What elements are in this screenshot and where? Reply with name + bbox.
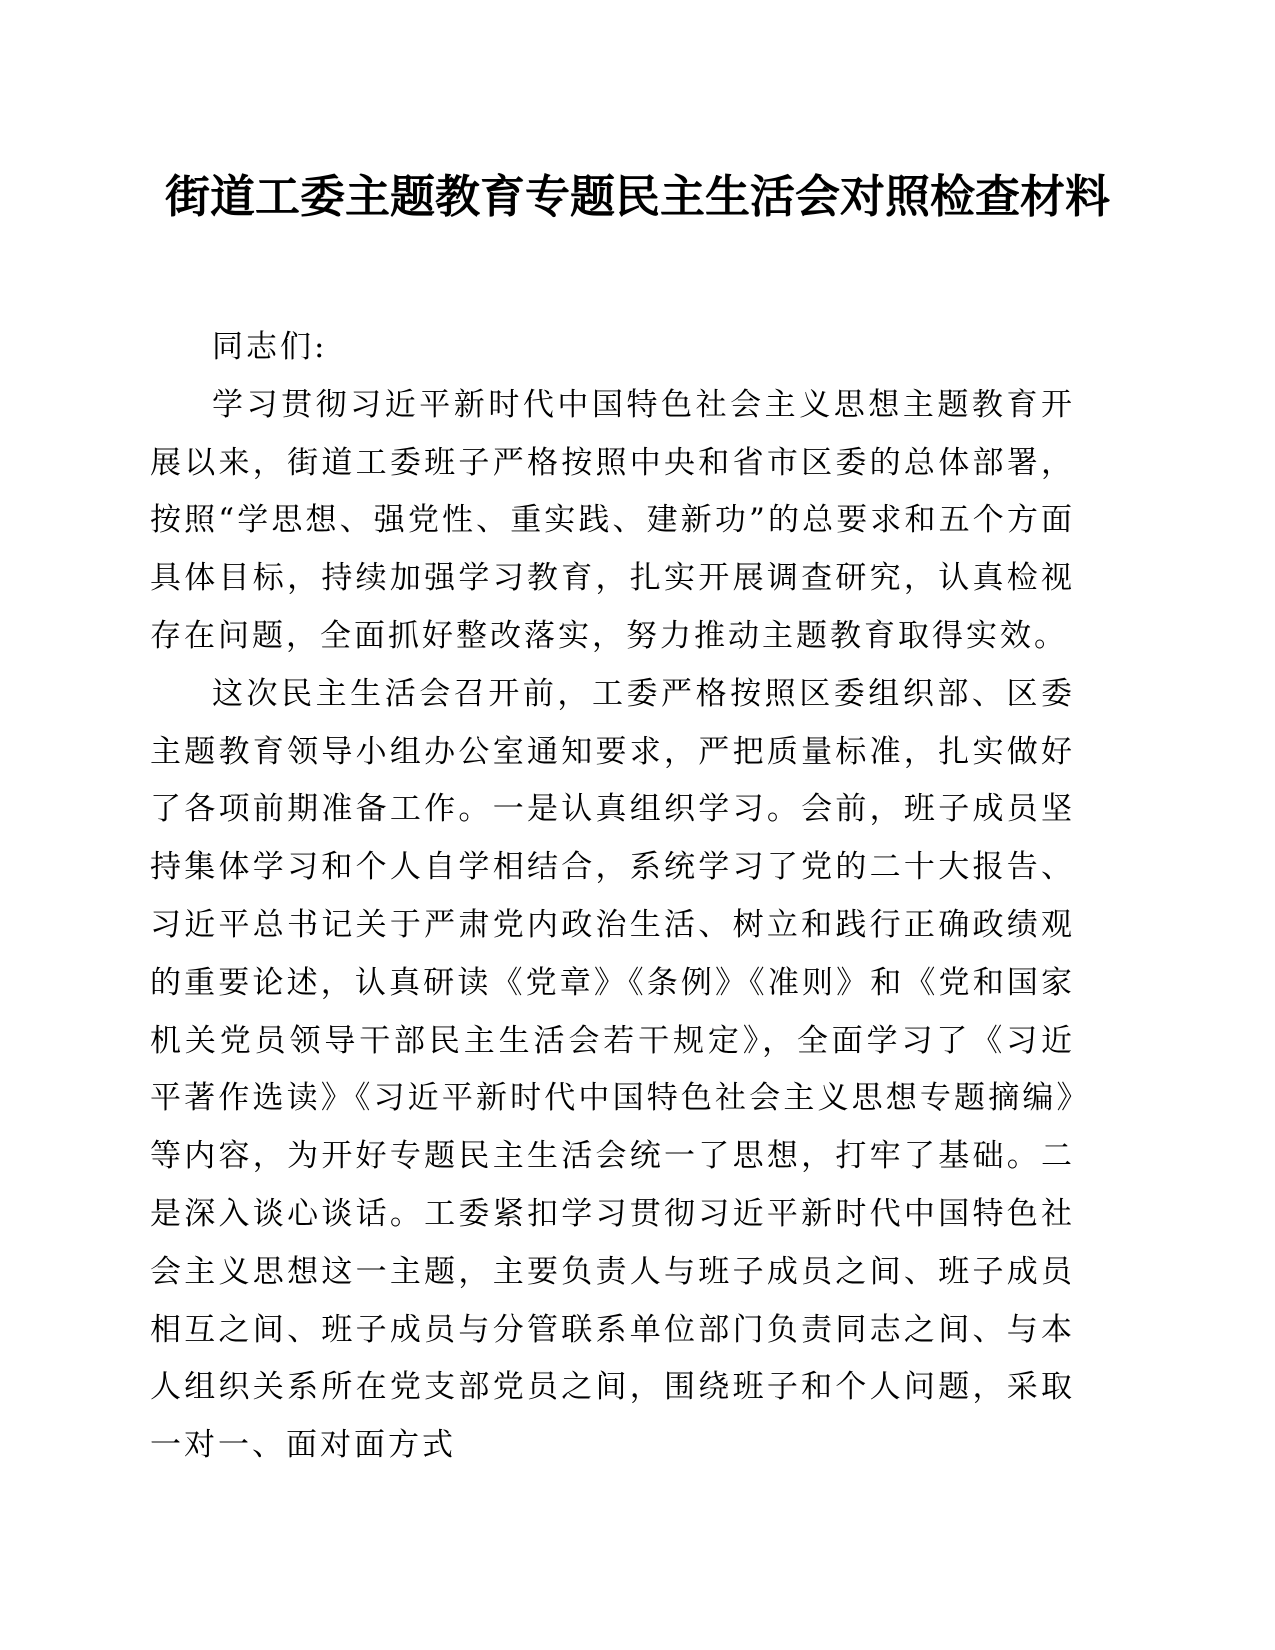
salutation: 同志们: [212, 329, 328, 365]
paragraph-2: 这次民主生活会召开前，工委严格按照区委组织部、区委主题教育领导小组办公室通知要求，严把质量标准，扎实做好了各项前期准备工作。一是认真组织学习。会前，班子成员坚持集体学习和个人自学相结合，系统学习了党的二十大报告、习近平总书记关于严肃党内政治生活、树立和践行正确政绩观的重要论述，认真研读《党章》《条例》《准则》和《党和国家机关党员领导干部民主生活会若干规定》，全面学习了《习近平著作选读》《习近平新时代中国特色社会主义思想专题摘编》等内容，为开好专题民主生活会统一了思想，打牢了基础。二是深入谈心谈话。工委紧扣学习贯彻习近平新时代中国特色社会主义思想这一主题，主要负责人与班子成员之间、班子成员相互之间、班子成员与分管联系单位部门负责同志之间、与本人组织关系所在党支部党员之间，围绕班子和个人问题，采取一对一、面对面方式 [150, 675, 1075, 1464]
document-title: 街道工委主题教育专题民主生活会对照检查材料 [164, 170, 1110, 223]
paragraph-1: 学习贯彻习近平新时代中国特色社会主义思想主题教育开展以来，街道工委班子严格按照中央和省市区委的总体部署，按照“学思想、强党性、重实践、建新功”的总要求和五个方面具体目标，持续加强学习教育，扎实开展调查研究，认真检视存在问题，全面抓好整改落实，努力推动主题教育取得实效。 [150, 386, 1075, 654]
document-body [150, 319, 1075, 1475]
